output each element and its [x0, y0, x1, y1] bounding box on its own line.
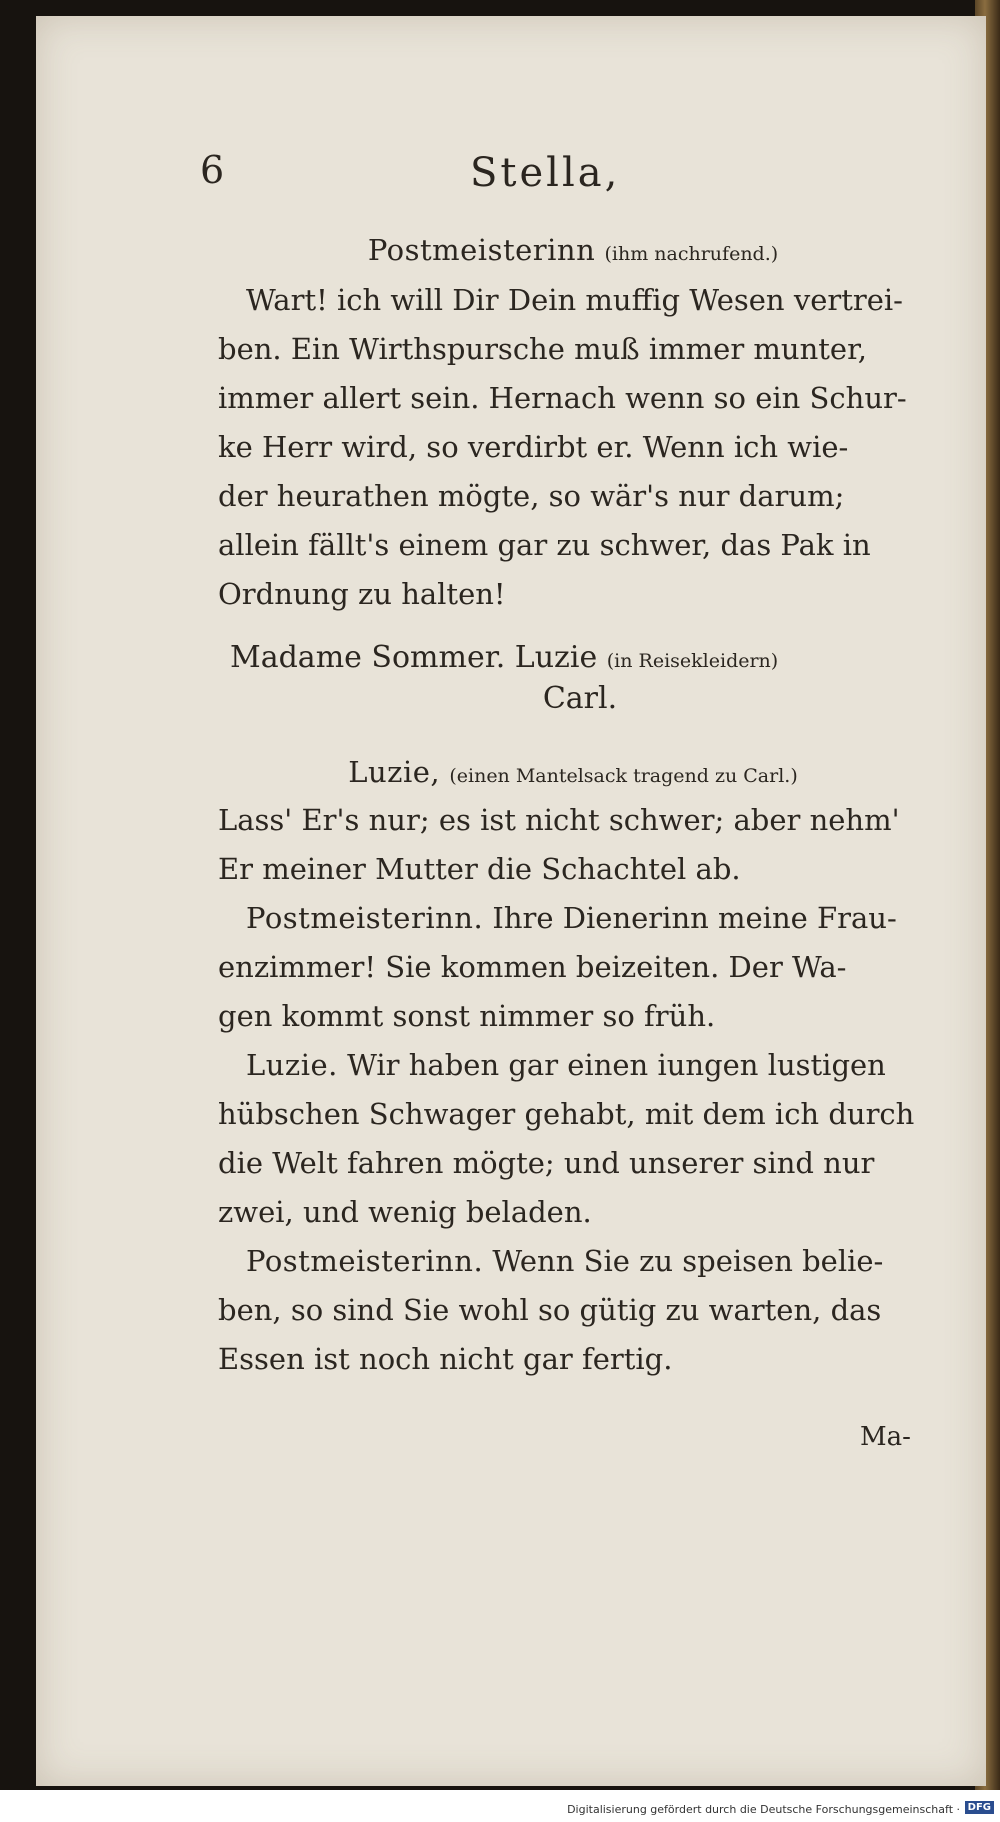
text-line: hübschen Schwager gehabt, mit dem ich durch — [218, 1097, 915, 1131]
text-line: ben. Ein Wirthspursche muß immer munter, — [218, 332, 867, 366]
text-line: Ihre Dienerinn meine Frau- — [492, 901, 897, 935]
text-line: enzimmer! Sie kommen beizeiten. Der Wa- — [218, 950, 847, 984]
dialogue-line — [218, 1237, 928, 1286]
speaker-name: Luzie, — [348, 755, 441, 789]
text-line: ben, so sind Sie wohl so gütig zu warten, das — [218, 1293, 882, 1327]
page-number: 6 — [200, 148, 225, 192]
passage-postmeisterinn-1 — [218, 228, 928, 619]
dialogue-line — [218, 1041, 928, 1090]
text-line: allein fällt's einem gar zu schwer, das Pak in — [218, 528, 871, 562]
dialogue-line — [218, 894, 928, 943]
scene-characters: Madame Sommer. Luzie — [230, 640, 598, 675]
stage-direction: (in Reisekleidern) — [606, 650, 779, 672]
text-line: immer allert sein. Hernach wenn so ein Schur- — [218, 381, 907, 415]
stage-direction: (einen Mantelsack tragend zu Carl.) — [449, 765, 798, 787]
stage-direction: (ihm nachrufend.) — [604, 243, 779, 265]
text-line: Essen ist noch nicht gar fertig. — [218, 1342, 673, 1376]
speaker-name: Postmeisterinn. — [246, 901, 484, 935]
text-line: Er meiner Mutter die Schachtel ab. — [218, 852, 741, 886]
running-head: Stella, — [470, 150, 621, 196]
scene-characters: Carl. — [542, 681, 618, 716]
text-line: Wir haben gar einen iungen lustigen — [347, 1048, 886, 1082]
scene-heading — [230, 640, 930, 716]
speaker-name: Postmeisterinn. — [246, 1244, 484, 1278]
catchword: Ma- — [860, 1422, 911, 1452]
dialogue — [218, 752, 928, 1384]
text-line: Wenn Sie zu speisen belie- — [492, 1244, 884, 1278]
speaker-name: Postmeisterinn — [367, 233, 596, 267]
text-line: ke Herr wird, so verdirbt er. Wenn ich wie- — [218, 430, 849, 464]
speaker-name: Luzie. — [246, 1048, 338, 1082]
text-line: zwei, und wenig beladen. — [218, 1195, 592, 1229]
text-line: die Welt fahren mögte; und unserer sind nur — [218, 1146, 875, 1180]
footer-credit: Digitalisierung gefördert durch die Deutsche Forschungsgemeinschaft · — [567, 1803, 960, 1816]
dfg-logo: DFG — [965, 1801, 994, 1814]
text-line: Lass' Er's nur; es ist nicht schwer; aber nehm' — [218, 803, 900, 837]
text-line: Wart! ich will Dir Dein muffig Wesen vertrei- — [246, 283, 903, 317]
text-line: Ordnung zu halten! — [218, 577, 506, 611]
text-line: gen kommt sonst nimmer so früh. — [218, 999, 716, 1033]
text-line: der heurathen mögte, so wär's nur darum; — [218, 479, 845, 513]
